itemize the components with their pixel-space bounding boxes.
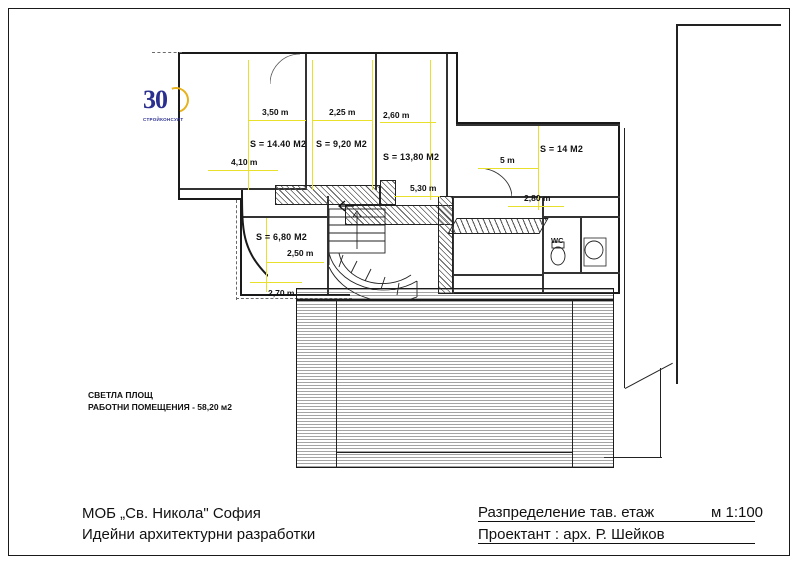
- title-designer: Проектант : арх. Р. Шейков: [478, 526, 665, 543]
- axis-dash-top: [152, 52, 182, 53]
- room-area-label: S = 13,80 M2: [383, 152, 440, 162]
- dim-line-v-mid1: [312, 60, 313, 190]
- dimension-label: 2,25 m: [329, 107, 356, 117]
- partition-v-3: [446, 54, 448, 196]
- company-logo: [143, 85, 187, 133]
- title-project-name: МОБ „Св. Никола" София: [82, 505, 261, 522]
- dim-line-5-30: [394, 196, 440, 197]
- wall-right: [618, 122, 620, 294]
- partition-v-2: [375, 54, 377, 190]
- note-line-1: СВЕТЛА ПЛОЩ: [88, 390, 153, 400]
- dim-line-v-mid3: [430, 60, 431, 200]
- wall-curve-bottom-left: [222, 190, 268, 300]
- room-area-label: S = 14 M2: [540, 144, 584, 154]
- dimension-label: 2,80 m: [524, 193, 551, 203]
- wc-label: WC: [551, 236, 564, 245]
- dimension-label: 5,30 m: [410, 183, 437, 193]
- dim-line-2-25: [312, 120, 372, 121]
- dim-line-2-60: [380, 122, 436, 123]
- hatched-wall-right-vertical: [438, 196, 453, 294]
- site-outline-top: [676, 24, 781, 26]
- partition-v-4: [542, 196, 544, 292]
- dim-line-4-10: [208, 170, 278, 171]
- dim-line-5m: [478, 168, 538, 169]
- title-right-underline: [478, 521, 755, 522]
- hatched-wall-center-top: [275, 185, 380, 205]
- title-scale: м 1:100: [711, 504, 764, 521]
- dimension-label: 3,50 m: [262, 107, 289, 117]
- dim-line-v-lowerleft: [266, 218, 267, 292]
- site-outline-inner-vertical: [624, 128, 625, 388]
- note-line-2: РАБОТНИ ПОМЕЩЕНИЯ - 58,20 м2: [88, 402, 232, 412]
- site-outline-right-vertical: [676, 24, 678, 384]
- staircase: [325, 205, 435, 300]
- dim-line-2-50: [266, 262, 324, 263]
- hatched-wall-right-diagonal: [447, 218, 548, 234]
- terrace-inner-line-right: [572, 300, 573, 468]
- partition-h-4: [542, 216, 620, 218]
- dim-line-v-left: [248, 60, 249, 190]
- site-outline-bottom-right: [660, 368, 661, 458]
- dimension-label: 2,50 m: [287, 248, 314, 258]
- partition-h-7: [452, 274, 544, 276]
- logo-caption: СТРОЙКОНСУЛТ: [143, 117, 184, 122]
- room-area-label: S = 14.40 M2: [250, 139, 307, 149]
- title-drawing-name: Разпределение тав. етаж: [478, 504, 655, 521]
- dimension-label: 2,70 m: [268, 288, 295, 298]
- logo-number: 30: [143, 85, 167, 114]
- room-area-label: S = 6,80 M2: [256, 232, 307, 242]
- hatched-wall-center-mid: [380, 180, 396, 205]
- dimension-label: 4,10 m: [231, 157, 258, 167]
- dim-line-v-mid2: [372, 60, 373, 190]
- axis-dash-left: [236, 200, 237, 300]
- door-swing-right-room: [478, 168, 512, 198]
- wall-top-right-step: [456, 52, 458, 124]
- title-right-underline-2: [478, 543, 755, 544]
- dimension-label: 5 m: [500, 155, 515, 165]
- terrace-inner-line-left: [336, 300, 337, 468]
- dimension-label: 2,60 m: [383, 110, 410, 120]
- dim-line-2-70: [250, 282, 302, 283]
- dim-line-2-80: [508, 206, 564, 207]
- title-project-subtitle: Идейни архитектурни разработки: [82, 526, 316, 543]
- door-swing-arrow: [336, 196, 356, 216]
- partition-v-1: [305, 54, 307, 190]
- terrace-hatched-area: [296, 300, 614, 468]
- door-swing-top-left: [270, 54, 300, 84]
- dim-line-3-50: [248, 120, 306, 121]
- room-area-label: S = 9,20 M2: [316, 139, 367, 149]
- balcony-edge-strip: [296, 288, 614, 300]
- wall-top: [178, 52, 458, 54]
- terrace-inner-line-bottom: [336, 452, 572, 453]
